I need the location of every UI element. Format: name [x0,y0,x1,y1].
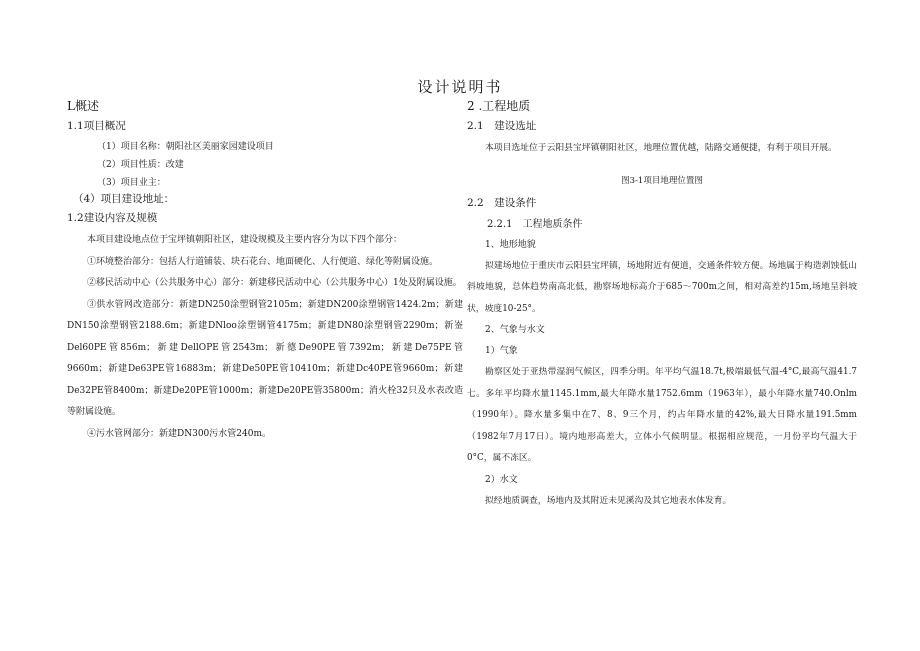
weather-heading: 2、气象与水文 [485,325,545,335]
heading-1-1: 1.1项目概况 [67,120,126,132]
list-item: （3）项目业主： [97,178,166,188]
paragraph-sewage: ④污水管网部分：新建DN300污水管240m。 [87,428,271,439]
paragraph-activity-center: ②移民活动中心（公共服务中心）部分：新建移民活动中心（公共服务中心）1处及附属设施。 [87,278,462,288]
figure-caption: 图3-1项目地理位置图 [621,175,703,186]
left-column [67,98,463,445]
list-item: （1）项目名称：朝阳社区美丽家园建设项目 [97,142,274,152]
climate-heading: 1）气象 [485,346,518,356]
hydrology-heading: 2）水文 [485,474,518,485]
terrain-heading: 1、地形地貌 [485,239,536,250]
heading-2-1: 2.1 建设选址 [467,120,537,132]
section-heading-geology: 2 .工程地质 [467,99,531,113]
site-paragraph: 本项目选址位于云阳县宝坪镇朝阳社区，地理位置优越，陆路交通便捷，有利于项目开展。 [485,143,837,153]
heading-1-2: 1.2建设内容及规模 [67,212,158,224]
list-item: （2）项目性质：改建 [97,160,184,170]
page-title: 设计说明书 [417,78,503,96]
intro-paragraph: 本项目建设地点位于宝坪镇朝阳社区，建设规模及主要内容分为以下四个部分： [87,235,403,245]
heading-2-2: 2.2 建设条件 [467,196,537,209]
paragraph-environment: ①环境整治部分：包括人行道铺装、块石花台、地面硬化、人行便道、绿化等附属设施。 [87,256,439,267]
climate-paragraph: 勘察区处于亚热带湿润气候区，四季分明。年平均气温18.7t,极端最低气温-4°C,最高气温41.7七。多年平均降水量1145.1mm,最大年降水量1752.6mm（1963年），最小年降水量740.Onlm（1990年）。降水量多集中在7、8、9三个月，约占年降水量的42%,最大日降水量191.5mm（1982年7月17日）。境内地形高差大，立体小气候明显。根据相应规范，一月份平均气温大于0°C，属不冻区。 [467,367,857,463]
hydrology-paragraph: 拟经地质调查，场地内及其附近未见溪沟及其它地表水体发育。 [485,495,732,506]
heading-2-2-1: 2.2.1 工程地质条件 [487,218,583,230]
terrain-paragraph: 拟建场地位于重庆市云阳县宝坪镇，场地附近有便道，交通条件较方便。场地属于构造剥蚀低山斜坡地貌，总体趋势南高北低，勘察场地标高介于685～700m之间，相对高差约15m,场地呈斜坡状，坡度10-25°。 [467,260,857,314]
paragraph-water-supply: ③供水管网改造部分：新建DN250涂塑钢管2105m；新建DN200涂塑钢管1424.2m；新建DN150涂塑钢管2188.6m；新建DNloo涂塑钢管4175m；新建DN80涂塑钢管2290m；新崟Del60PE管856m；新建DellOPE管2543m；新德De90PE管7392m；新建De75PE管9660m；新建De63PE管16883m；新建De50PE管10410m；新建Dc40PE管9660m；新建De32PE管8400m；新建De20PE管1000m；新建De20PE管35800m；消火栓32只及水表改造等附属设施。 [67,299,463,417]
project-address-item: （4）项目建设地址： [73,193,175,205]
right-column [467,98,857,512]
section-heading-overview: L概述 [67,99,99,113]
